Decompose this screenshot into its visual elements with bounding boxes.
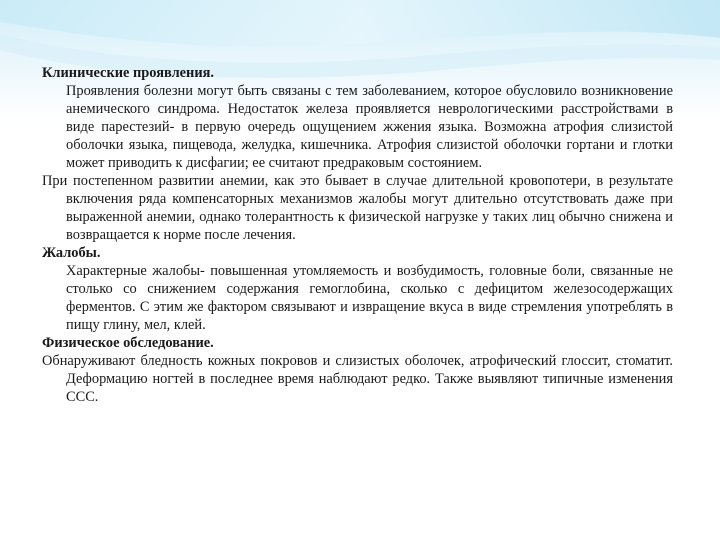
paragraph-clinical-1: Проявления болезни могут быть связаны с тем заболеванием, которое обусловило возникновение анемического синдрома. Недостаток железа проявляется неврологическими расстройствами в виде парестезий- в первую очередь ощущением жжения языка. Возможна атрофия слизистой оболочки языка, пищевода, желудка, кишечника. Атрофия слизистой оболочки гортани и глотки может приводить к дисфагии; ее считают предраковым состоянием. [66,83,673,171]
paragraph-exam: Обнаруживают бледность кожных покровов и слизистых оболочек, атрофический глоссит, стоматит. Деформацию ногтей в последнее время наблюдают редко. Также выявляют типичные изменения ССС. [42,353,673,405]
section-heading-exam: Физическое обследование. [42,335,214,351]
paragraph-clinical-2: При постепенном развитии анемии, как это бывает в случае длительной кровопотери, в результате включения ряда компенсаторных механизмов жалобы могут длительно отсутствовать даже при выраженной анемии, однако толерантность к физической нагрузке у таких лиц обычно снижена и возвращается к норме после лечения. [42,173,673,243]
section-heading-complaints: Жалобы. [42,245,101,261]
document-body [42,64,673,406]
section-heading-clinical: Клинические проявления. [42,65,215,81]
paragraph-complaints: Характерные жалобы- повышенная утомляемость и возбудимость, головные боли, связанные не столько со снижением содержания гемоглобина, сколько с дефицитом железосодержащих ферментов. С этим же фактором связывают и извращение вкуса в виде стремления употреблять в пищу глину, мел, клей. [66,263,673,333]
